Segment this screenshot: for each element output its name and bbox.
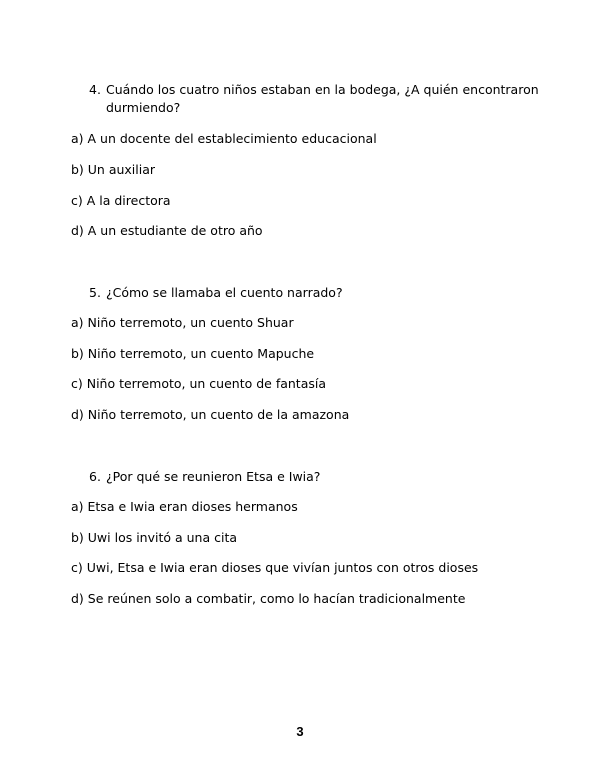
- answer-option-d: d) Niño terremoto, un cuento de la amazona: [71, 407, 350, 422]
- question-number: 6.: [89, 469, 101, 484]
- question-number: 4.: [89, 82, 101, 97]
- question-number: 5.: [89, 285, 101, 300]
- answer-option-a: a) Etsa e Iwia eran dioses hermanos: [71, 499, 298, 514]
- answer-option-c: c) Niño terremoto, un cuento de fantasía: [71, 376, 327, 391]
- question-text: ¿Cómo se llamaba el cuento narrado?: [106, 285, 343, 300]
- answer-option-b: b) Niño terremoto, un cuento Mapuche: [71, 346, 315, 361]
- answer-option-a: a) A un docente del establecimiento educacional: [71, 131, 377, 146]
- answer-option-a: a) Niño terremoto, un cuento Shuar: [71, 315, 294, 330]
- answer-option-d: d) A un estudiante de otro año: [71, 223, 263, 238]
- page-number: 3: [296, 724, 304, 739]
- answer-option-d: d) Se reúnen solo a combatir, como lo hacían tradicionalmente: [71, 591, 466, 606]
- question-text: ¿Por qué se reunieron Etsa e Iwia?: [106, 469, 321, 484]
- answer-option-c: c) Uwi, Etsa e Iwia eran dioses que vivían juntos con otros dioses: [71, 560, 479, 575]
- answer-option-b: b) Un auxiliar: [71, 162, 156, 177]
- question-text-continued: durmiendo?: [106, 100, 181, 115]
- answer-option-b: b) Uwi los invitó a una cita: [71, 530, 238, 545]
- answer-option-c: c) A la directora: [71, 193, 171, 208]
- question-text: Cuándo los cuatro niños estaban en la bodega, ¿A quién encontraron: [106, 82, 539, 97]
